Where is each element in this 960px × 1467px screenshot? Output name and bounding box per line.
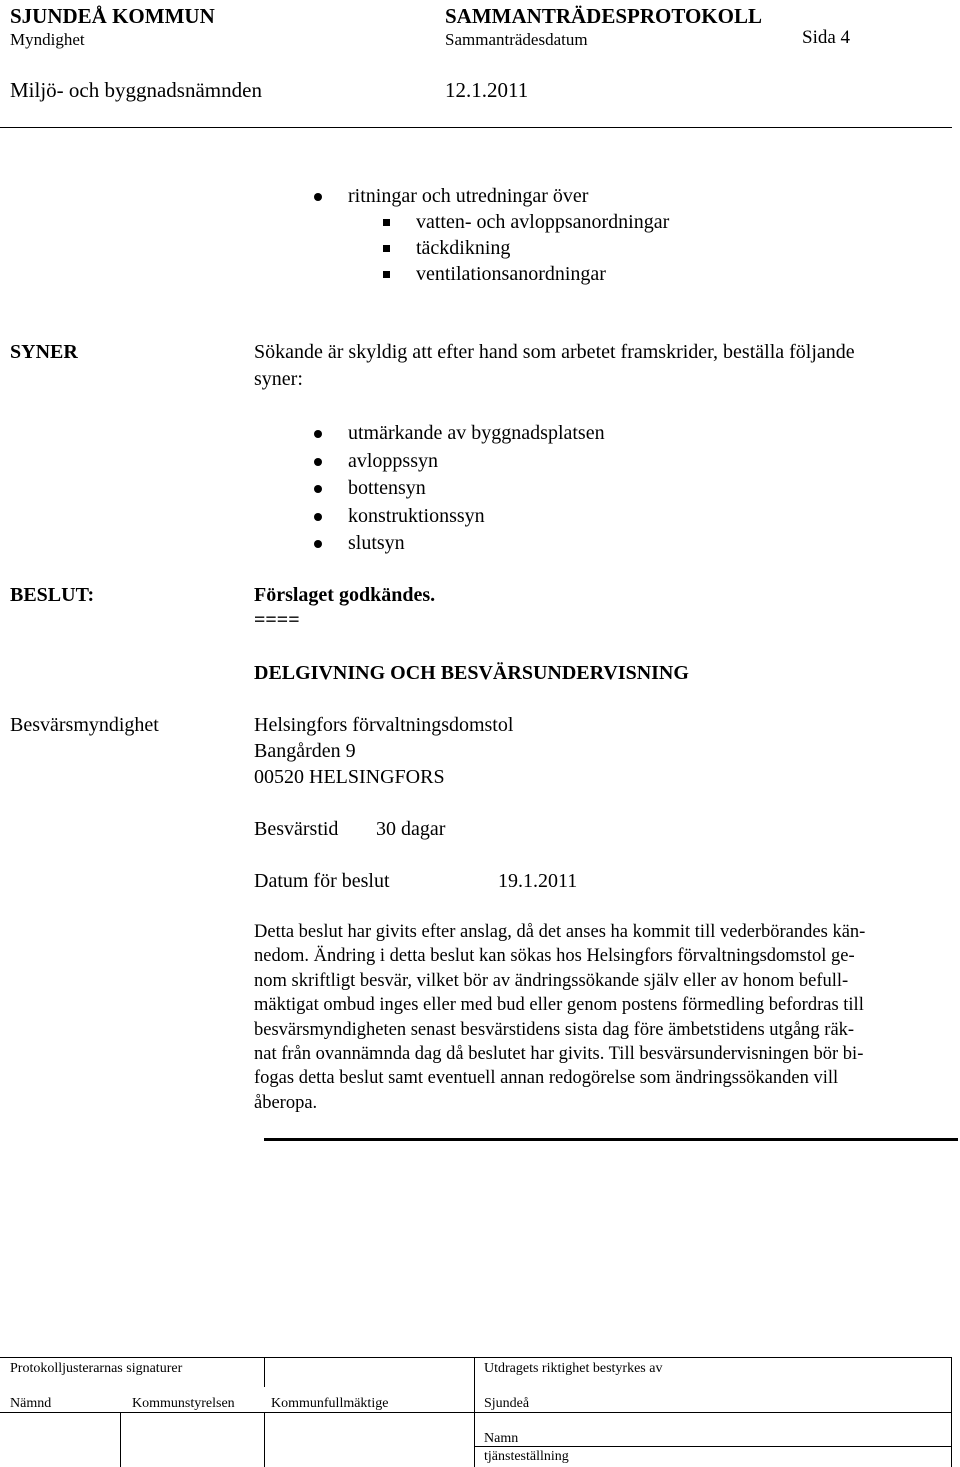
address-line: 00520 HELSINGFORS: [254, 766, 445, 788]
meeting-date: 12.1.2011: [445, 78, 529, 102]
syner-heading: SYNER: [10, 341, 78, 363]
footer-name-rule: [474, 1446, 952, 1447]
paragraph-line: nedom. Ändring i detta beslut kan sökas hos Helsingfors förvaltningsdomstol ge-: [254, 946, 855, 967]
beslut-text: Förslaget godkändes.: [254, 584, 436, 606]
address-line: Helsingfors förvaltningsdomstol: [254, 714, 514, 736]
footer-divider: [264, 1357, 265, 1387]
square-bullet-icon: [383, 219, 390, 226]
appeal-period-label: Besvärstid: [254, 818, 339, 840]
section-end-rule: [264, 1138, 958, 1141]
signatures-label: Protokolljusterarnas signaturer: [10, 1361, 183, 1376]
document-type: SAMMANTRÄDESPROTOKOLL: [445, 4, 762, 28]
list-item: avloppssyn: [348, 450, 438, 472]
paragraph-line: nat från ovannämnda dag då beslutet har givits. Till besvärsundervisningen bör bi-: [254, 1044, 864, 1065]
footer-divider: [120, 1412, 121, 1467]
paragraph-line: besvärsmyndigheten senast besvärstidens sista dag före ämbetstidens utgång räk-: [254, 1019, 855, 1040]
body-kommunstyrelsen: Kommunstyrelsen: [132, 1396, 235, 1411]
body-nämnd: Nämnd: [10, 1396, 52, 1411]
bullet-icon: [314, 540, 322, 548]
separator: ====: [254, 609, 300, 631]
authority-name: Miljö- och byggnadsnämnden: [10, 78, 262, 102]
bullet-icon: [314, 485, 322, 493]
appeal-period-value: 30 dagar: [376, 818, 446, 840]
footer-top-rule: [0, 1357, 952, 1358]
paragraph-line: nom skriftligt besvär, vilket bör av ändringssökande själv eller av honom befull-: [254, 970, 849, 991]
name-label: Namn: [484, 1431, 519, 1446]
square-bullet-icon: [383, 271, 390, 278]
list-item: bottensyn: [348, 477, 426, 499]
bullet-icon: [314, 458, 322, 466]
bullet-icon: [314, 513, 322, 521]
paragraph-line: mäktigat ombud inges eller med bud eller genom postens förmedling befordras till: [254, 995, 864, 1016]
syner-intro-continued: syner:: [254, 368, 303, 390]
footer-divider: [264, 1412, 265, 1467]
paragraph-line: fogas detta beslut samt eventuell annan redogörelse som ändringssökanden vill: [254, 1068, 839, 1089]
sub-list-item: täckdikning: [416, 237, 511, 259]
appeal-authority-label: Besvärsmyndighet: [10, 714, 159, 736]
decision-date-value: 19.1.2011: [498, 870, 578, 892]
place: Sjundeå: [484, 1396, 530, 1411]
page-number: Sida 4: [802, 27, 851, 48]
bullet-icon: [314, 430, 322, 438]
meeting-date-label: Sammanträdesdatum: [445, 30, 588, 49]
square-bullet-icon: [383, 245, 390, 252]
body-kommunfullmaktige: Kommunfullmäktige: [271, 1396, 389, 1411]
list-item: konstruktionssyn: [348, 505, 485, 527]
appeal-instructions: [254, 920, 944, 1115]
paragraph-line: åberopa.: [254, 1092, 318, 1113]
address-line: Bangården 9: [254, 740, 356, 762]
authority-label: Myndighet: [10, 30, 85, 49]
organization-name: SJUNDEÅ KOMMUN: [10, 4, 215, 28]
extract-label: Utdragets riktighet bestyrkes av: [484, 1361, 663, 1376]
title-label: tjänsteställning: [484, 1449, 569, 1464]
syner-intro: Sökande är skyldig att efter hand som arbetet framskrider, beställa följande: [254, 341, 855, 363]
list-item: utmärkande av byggnadsplatsen: [348, 422, 605, 444]
header-rule: [0, 127, 952, 128]
beslut-heading: BESLUT:: [10, 584, 95, 606]
sub-list-item: ventilationsanordningar: [416, 263, 606, 285]
list-item: ritningar och utredningar över: [348, 185, 589, 207]
list-item: slutsyn: [348, 532, 405, 554]
sub-list-item: vatten- och avloppsanordningar: [416, 211, 670, 233]
delgivning-heading: DELGIVNING OCH BESVÄRSUNDERVISNING: [254, 662, 689, 684]
decision-date-label: Datum för beslut: [254, 870, 390, 892]
paragraph-line: Detta beslut har givits efter anslag, då det anses ha kommit till vederbörandes kän-: [254, 922, 866, 942]
bullet-icon: [314, 193, 322, 201]
footer-mid-rule: [0, 1412, 952, 1413]
